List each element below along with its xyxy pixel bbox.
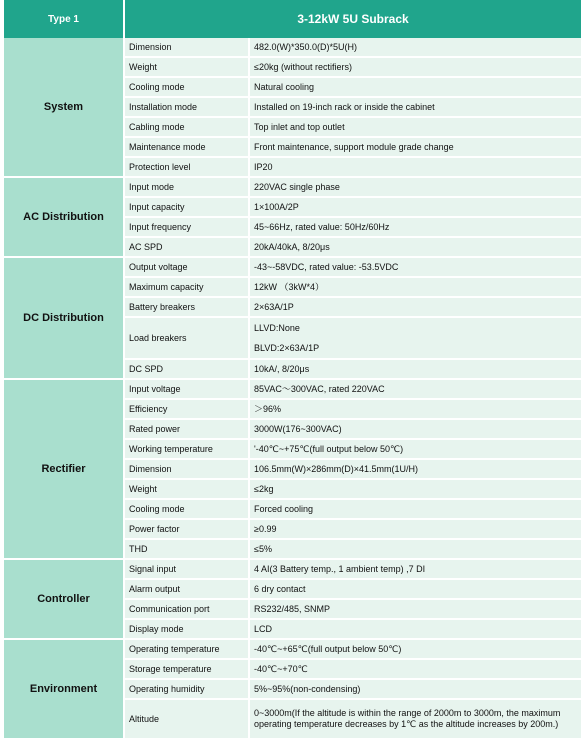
param-label: Input capacity: [125, 198, 250, 218]
param-label: Operating temperature: [125, 640, 250, 660]
param-value: 1×100A/2P: [250, 198, 581, 218]
param-label: Cooling mode: [125, 500, 250, 520]
param-value: 220VAC single phase: [250, 178, 581, 198]
param-label: Altitude: [125, 700, 250, 740]
table-row: [4, 380, 581, 400]
param-value: 85VAC～300VAC, rated 220VAC: [250, 380, 581, 400]
param-label: Efficiency: [125, 400, 250, 420]
category-dc-distribution: DC Distribution: [4, 258, 125, 380]
param-label: AC SPD: [125, 238, 250, 258]
param-value: ≤20kg (without rectifiers): [250, 58, 581, 78]
param-label: Installation mode: [125, 98, 250, 118]
param-label: Cooling mode: [125, 78, 250, 98]
param-value: -40℃~+70℃: [250, 660, 581, 680]
param-value-stack: [250, 318, 581, 360]
param-label: Signal input: [125, 560, 250, 580]
category-system: System: [4, 38, 125, 178]
category-controller: Controller: [4, 560, 125, 640]
param-value: 0~3000m(If the altitude is within the range of 2000m to 3000m, the maximum operating temperature decreases by 1℃ as the altitude increases by 200m.): [250, 700, 581, 740]
param-value: Forced cooling: [250, 500, 581, 520]
param-value: Installed on 19-inch rack or inside the cabinet: [250, 98, 581, 118]
param-label: Rated power: [125, 420, 250, 440]
param-label: Communication port: [125, 600, 250, 620]
param-value: 482.0(W)*350.0(D)*5U(H): [250, 38, 581, 58]
header-type: Type 1: [4, 0, 125, 38]
param-value: 20kA/40kA, 8/20μs: [250, 238, 581, 258]
param-label: Working temperature: [125, 440, 250, 460]
param-value: 3000W(176~300VAC): [250, 420, 581, 440]
param-value: LCD: [250, 620, 581, 640]
header-model: 3-12kW 5U Subrack: [125, 0, 581, 38]
param-label: Input frequency: [125, 218, 250, 238]
param-label: Storage temperature: [125, 660, 250, 680]
param-value: '-40℃~+75℃(full output below 50℃): [250, 440, 581, 460]
param-label: Load breakers: [125, 318, 250, 360]
param-value: RS232/485, SNMP: [250, 600, 581, 620]
param-label: Weight: [125, 480, 250, 500]
param-value: LLVD:None: [254, 323, 300, 333]
param-label: Dimension: [125, 460, 250, 480]
param-label: Display mode: [125, 620, 250, 640]
param-value: 4 AI(3 Battery temp., 1 ambient temp) ,7 DI: [250, 560, 581, 580]
param-value: 5%~95%(non-condensing): [250, 680, 581, 700]
param-label: Protection level: [125, 158, 250, 178]
param-value: -43~-58VDC, rated value: -53.5VDC: [250, 258, 581, 278]
param-label: Output voltage: [125, 258, 250, 278]
param-value: IP20: [250, 158, 581, 178]
param-label: Power factor: [125, 520, 250, 540]
param-value: 45~66Hz, rated value: 50Hz/60Hz: [250, 218, 581, 238]
category-rectifier: Rectifier: [4, 380, 125, 560]
param-value: Front maintenance, support module grade change: [250, 138, 581, 158]
category-ac-distribution: AC Distribution: [4, 178, 125, 258]
param-label: Weight: [125, 58, 250, 78]
table-row: [4, 640, 581, 660]
param-value: BLVD:2×63A/1P: [254, 343, 320, 353]
param-value: 6 dry contact: [250, 580, 581, 600]
param-label: Operating humidity: [125, 680, 250, 700]
table-row: [4, 178, 581, 198]
param-label: THD: [125, 540, 250, 560]
param-label: Dimension: [125, 38, 250, 58]
param-value: ≤5%: [250, 540, 581, 560]
table-row: [4, 560, 581, 580]
param-value: ≤2kg: [250, 480, 581, 500]
param-value: ＞96%: [250, 400, 581, 420]
param-value: Top inlet and top outlet: [250, 118, 581, 138]
param-value: 10kA/, 8/20μs: [250, 360, 581, 380]
param-value: 2×63A/1P: [250, 298, 581, 318]
table-row: [4, 38, 581, 58]
param-label: Maximum capacity: [125, 278, 250, 298]
category-environment: Environment: [4, 640, 125, 740]
param-label: Input voltage: [125, 380, 250, 400]
header-row: [4, 0, 581, 38]
param-label: Battery breakers: [125, 298, 250, 318]
param-label: Input mode: [125, 178, 250, 198]
param-value: Natural cooling: [250, 78, 581, 98]
param-label: DC SPD: [125, 360, 250, 380]
param-label: Cabling mode: [125, 118, 250, 138]
param-label: Alarm output: [125, 580, 250, 600]
param-value: ≥0.99: [250, 520, 581, 540]
param-value: 106.5mm(W)×286mm(D)×41.5mm(1U/H): [250, 460, 581, 480]
table-row: [4, 258, 581, 278]
specification-table: [4, 0, 581, 740]
spec-sheet: [4, 0, 581, 740]
param-label: Maintenance mode: [125, 138, 250, 158]
param-value: 12kW （3kW*4）: [250, 278, 581, 298]
param-value: -40℃~+65℃(full output below 50℃): [250, 640, 581, 660]
